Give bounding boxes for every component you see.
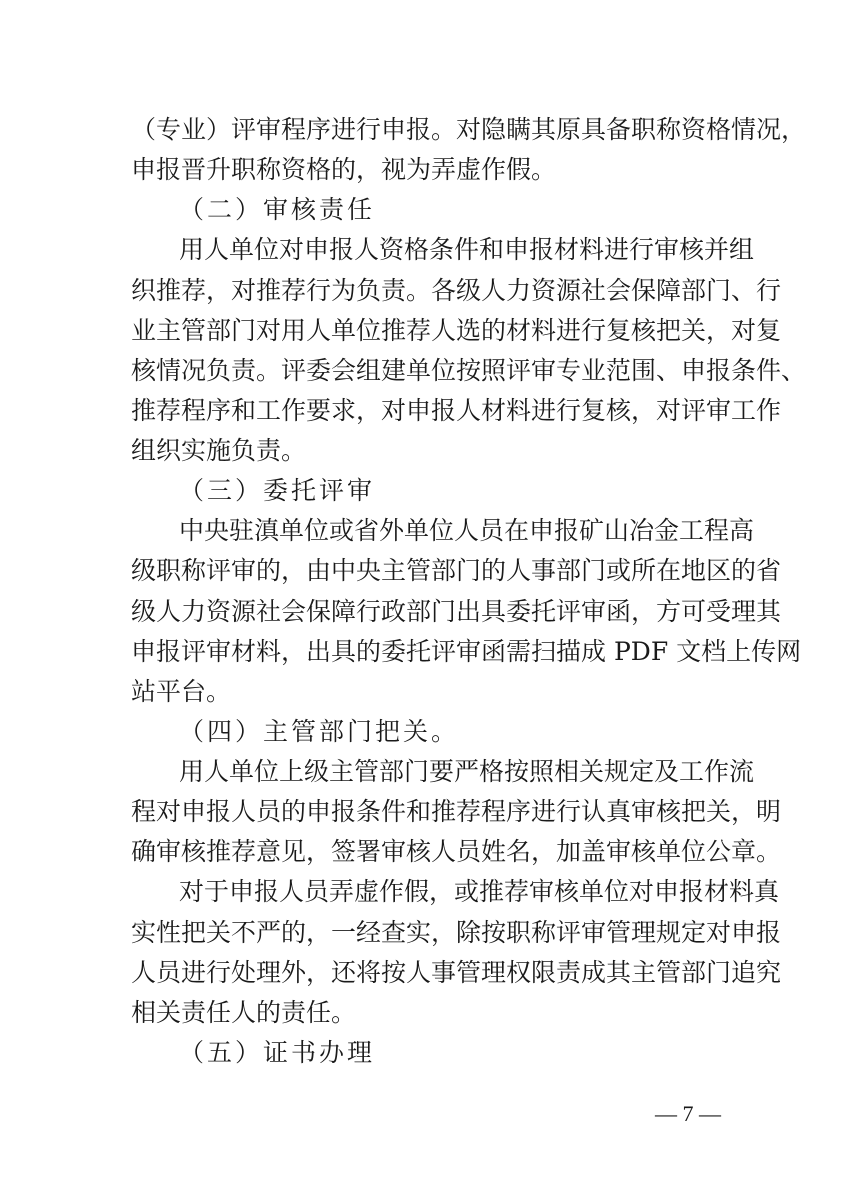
body-text-line: 级人力资源社会保障行政部门出具委托评审函，方可受理其	[131, 597, 782, 626]
body-text-line: 站平台。	[131, 677, 232, 706]
body-text-line: 对于申报人员弄虚作假，或推荐审核单位对申报材料真	[179, 877, 780, 906]
body-text-line: 业主管部门对用人单位推荐人选的材料进行复核把关，对复	[131, 316, 782, 345]
body-text-line: 程对申报人员的申报条件和推荐程序进行认真审核把关，明	[131, 797, 782, 826]
body-text-line: 核情况负责。评委会组建单位按照评审专业范围、申报条件、	[131, 356, 807, 385]
body-text-line: 用人单位上级主管部门要严格按照相关规定及工作流	[179, 757, 755, 786]
section-heading-supervisor-check: （四）主管部门把关。	[179, 717, 460, 746]
body-text-line: 组织实施负责。	[131, 436, 307, 465]
body-text-line: 确审核推荐意见，签署审核人员姓名，加盖审核单位公章。	[131, 837, 782, 866]
page-number: — 7 —	[655, 1101, 721, 1126]
body-text-line: 级职称评审的，由中央主管部门的人事部门或所在地区的省	[131, 556, 782, 585]
body-text-line: （专业）评审程序进行申报。对隐瞒其原具备职称资格情况，	[131, 115, 807, 144]
body-text-line: 实性把关不严的，一经查实，除按职称评审管理规定对申报	[131, 918, 782, 947]
section-heading-certificate-processing: （五）证书办理	[179, 1038, 376, 1067]
section-heading-entrusted-review: （三）委托评审	[179, 476, 376, 505]
body-text-line: 申报评审材料，出具的委托评审函需扫描成 PDF 文档上传网	[131, 637, 802, 666]
section-heading-review-responsibility: （二）审核责任	[179, 195, 376, 224]
body-text-line: 织推荐，对推荐行为负责。各级人力资源社会保障部门、行	[131, 276, 782, 305]
body-text-line: 用人单位对申报人资格条件和申报材料进行审核并组	[179, 235, 755, 264]
body-text-line: 相关责任人的责任。	[131, 998, 357, 1027]
body-text-line: 推荐程序和工作要求，对申报人材料进行复核，对评审工作	[131, 396, 782, 425]
body-text-line: 中央驻滇单位或省外单位人员在申报矿山冶金工程高	[179, 516, 755, 545]
body-text-line: 申报晋升职称资格的，视为弄虚作假。	[131, 155, 557, 184]
body-text-line: 人员进行处理外，还将按人事管理权限责成其主管部门追究	[131, 958, 782, 987]
